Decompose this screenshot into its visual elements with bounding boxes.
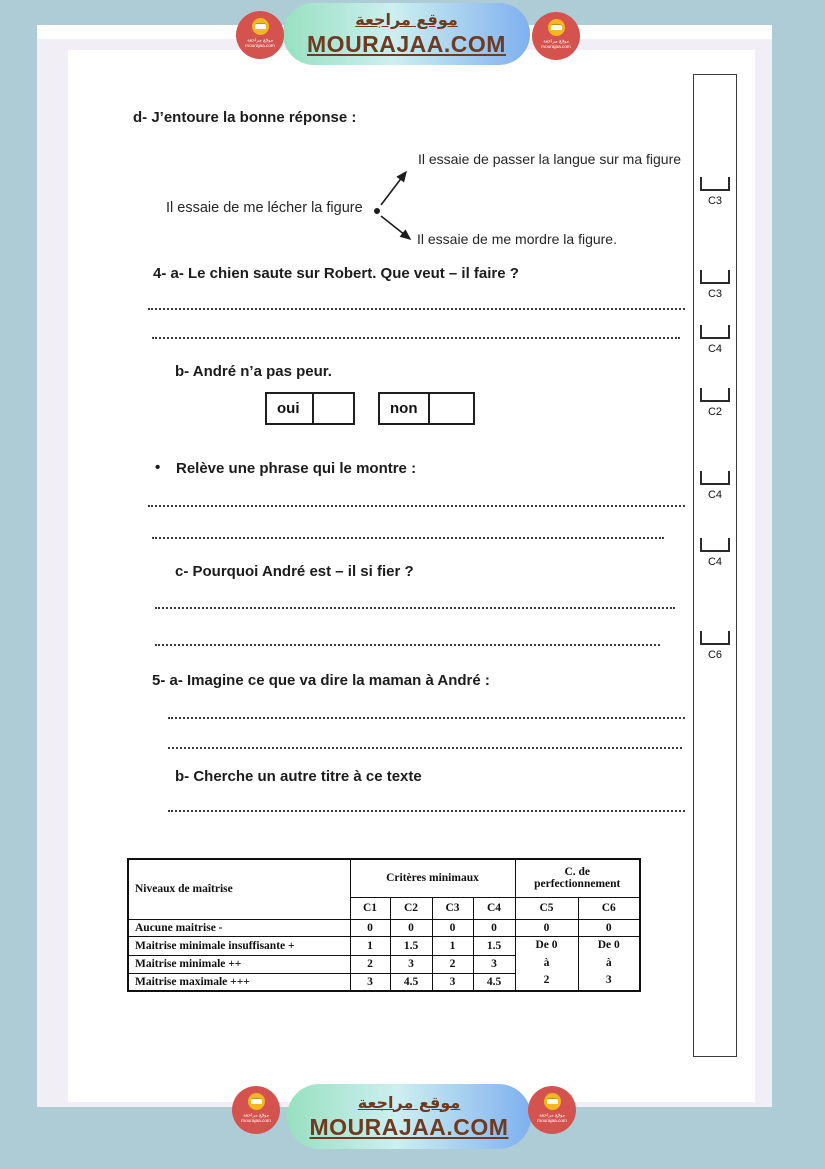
oui-checkbox-cell[interactable] bbox=[314, 394, 353, 423]
site-banner-top bbox=[283, 3, 530, 65]
releve-bullet: • bbox=[155, 459, 161, 476]
question-d-heading: d- J’entoure la bonne réponse : bbox=[133, 109, 357, 126]
bracket-icon bbox=[700, 471, 730, 485]
range-line: à bbox=[543, 956, 550, 969]
table-cell-c5-range bbox=[515, 936, 578, 991]
criterion-mark bbox=[694, 631, 736, 661]
question-4b: b- André n’a pas peur. bbox=[175, 363, 332, 380]
badge-arabic-text: موقع مراجعة bbox=[543, 38, 569, 45]
question-5a: 5- a- Imagine ce que va dire la maman à André : bbox=[152, 672, 490, 689]
banner-site-domain: MOURAJAA.COM bbox=[307, 31, 506, 57]
answer-dotted-line[interactable] bbox=[148, 505, 685, 507]
criterion-label: C4 bbox=[707, 556, 723, 568]
range-line: à bbox=[605, 956, 612, 969]
document-page bbox=[68, 50, 755, 1102]
table-row-label: Aucune maitrise - bbox=[128, 919, 350, 936]
diagram-option-top: Il essaie de passer la langue sur ma figure bbox=[418, 151, 682, 167]
table-cell: 1 bbox=[350, 936, 390, 955]
range-line: 2 bbox=[543, 974, 550, 986]
badge-arabic-text: موقع مراجعة bbox=[539, 1112, 565, 1119]
criterion-mark bbox=[694, 471, 736, 501]
table-group-min: Critères minimaux bbox=[350, 859, 515, 897]
table-group-perf bbox=[515, 859, 640, 897]
diagram-option-bottom: Il essaie de me mordre la figure. bbox=[417, 231, 617, 247]
range-line: 3 bbox=[605, 974, 612, 986]
table-cell: 3 bbox=[350, 973, 390, 991]
table-cell: 0 bbox=[390, 919, 432, 936]
mourajaa-badge bbox=[232, 1086, 280, 1134]
table-col-header: C6 bbox=[578, 897, 640, 919]
diagram-stem: Il essaie de me lécher la figure bbox=[166, 200, 363, 216]
table-cell: 0 bbox=[473, 919, 515, 936]
mourajaa-logo-icon bbox=[252, 18, 269, 35]
table-cell: 0 bbox=[350, 919, 390, 936]
criterion-label: C2 bbox=[707, 406, 723, 418]
mourajaa-logo-icon bbox=[544, 1093, 561, 1110]
banner-arabic-title: موقع مراجعة bbox=[355, 10, 458, 29]
range-line: De 0 bbox=[597, 939, 620, 951]
badge-domain-text: mourajaa.com bbox=[241, 1118, 271, 1124]
table-col-header: C5 bbox=[515, 897, 578, 919]
badge-arabic-text: موقع مراجعة bbox=[243, 1112, 269, 1119]
criterion-label: C3 bbox=[707, 288, 723, 300]
non-answer-box bbox=[378, 392, 475, 425]
table-row-label: Maitrise minimale insuffisante + bbox=[128, 936, 350, 955]
table-cell: 0 bbox=[578, 919, 640, 936]
table-col-header: C4 bbox=[473, 897, 515, 919]
table-cell: 0 bbox=[432, 919, 473, 936]
answer-dotted-line[interactable] bbox=[155, 607, 675, 609]
badge-arabic-text: موقع مراجعة bbox=[247, 37, 273, 44]
criterion-mark bbox=[694, 325, 736, 355]
site-banner-bottom bbox=[287, 1084, 531, 1149]
answer-dotted-line[interactable] bbox=[152, 537, 664, 539]
criteria-margin-strip bbox=[693, 74, 737, 1057]
table-cell: 1.5 bbox=[473, 936, 515, 955]
table-row-label: Maitrise minimale ++ bbox=[128, 955, 350, 973]
oui-label: oui bbox=[267, 394, 314, 423]
table-cell: 3 bbox=[473, 955, 515, 973]
table-col-header: C3 bbox=[432, 897, 473, 919]
bracket-icon bbox=[700, 325, 730, 339]
table-cell: 2 bbox=[432, 955, 473, 973]
answer-dotted-line[interactable] bbox=[152, 337, 680, 339]
question-4a: 4- a- Le chien saute sur Robert. Que veut – il faire ? bbox=[153, 265, 519, 282]
mourajaa-logo-icon bbox=[548, 19, 565, 36]
question-releve: Relève une phrase qui le montre : bbox=[176, 460, 417, 477]
answer-dotted-line[interactable] bbox=[155, 644, 660, 646]
bracket-icon bbox=[700, 388, 730, 402]
criterion-mark bbox=[694, 270, 736, 300]
answer-dotted-line[interactable] bbox=[168, 717, 685, 719]
table-cell: 3 bbox=[432, 973, 473, 991]
mourajaa-badge bbox=[528, 1086, 576, 1134]
badge-domain-text: mourajaa.com bbox=[541, 44, 571, 50]
table-cell: 1 bbox=[432, 936, 473, 955]
table-cell: 1.5 bbox=[390, 936, 432, 955]
table-cell: 3 bbox=[390, 955, 432, 973]
table-cell-c6-range bbox=[578, 936, 640, 991]
criterion-mark bbox=[694, 538, 736, 568]
table-col-header: C2 bbox=[390, 897, 432, 919]
criterion-mark bbox=[694, 388, 736, 418]
table-cell: 4.5 bbox=[473, 973, 515, 991]
table-col-header: C1 bbox=[350, 897, 390, 919]
banner-site-domain: MOURAJAA.COM bbox=[309, 1113, 509, 1140]
table-group-perf-line2: perfectionnement bbox=[534, 878, 621, 891]
answer-dotted-line[interactable] bbox=[168, 810, 685, 812]
criterion-label: C3 bbox=[707, 195, 723, 207]
banner-arabic-title: موقع مراجعة bbox=[357, 1092, 461, 1112]
criterion-label: C4 bbox=[707, 343, 723, 355]
table-group-perf-line1: C. de bbox=[564, 866, 591, 879]
oui-answer-box bbox=[265, 392, 355, 425]
non-label: non bbox=[380, 394, 430, 423]
badge-domain-text: mourajaa.com bbox=[245, 43, 275, 49]
mourajaa-logo-icon bbox=[248, 1093, 265, 1110]
mourajaa-badge bbox=[532, 12, 580, 60]
answer-dotted-line[interactable] bbox=[168, 747, 682, 749]
criterion-label: C4 bbox=[707, 489, 723, 501]
table-cell: 2 bbox=[350, 955, 390, 973]
table-row-header: Niveaux de maîtrise bbox=[128, 859, 350, 919]
bracket-icon bbox=[700, 270, 730, 284]
question-5b: b- Cherche un autre titre à ce texte bbox=[175, 768, 422, 785]
non-checkbox-cell[interactable] bbox=[430, 394, 473, 423]
evaluation-table bbox=[127, 858, 641, 992]
badge-domain-text: mourajaa.com bbox=[537, 1118, 567, 1124]
range-line: De 0 bbox=[535, 939, 558, 951]
bracket-icon bbox=[700, 177, 730, 191]
bracket-icon bbox=[700, 538, 730, 552]
criterion-label: C6 bbox=[707, 649, 723, 661]
criterion-mark bbox=[694, 177, 736, 207]
table-row-label: Maitrise maximale +++ bbox=[128, 973, 350, 991]
table-cell: 0 bbox=[515, 919, 578, 936]
mourajaa-badge bbox=[236, 11, 284, 59]
answer-dotted-line[interactable] bbox=[148, 308, 685, 310]
table-cell: 4.5 bbox=[390, 973, 432, 991]
question-c: c- Pourquoi André est – il si fier ? bbox=[175, 563, 414, 580]
bracket-icon bbox=[700, 631, 730, 645]
diagram-arrows-icon bbox=[368, 158, 424, 250]
